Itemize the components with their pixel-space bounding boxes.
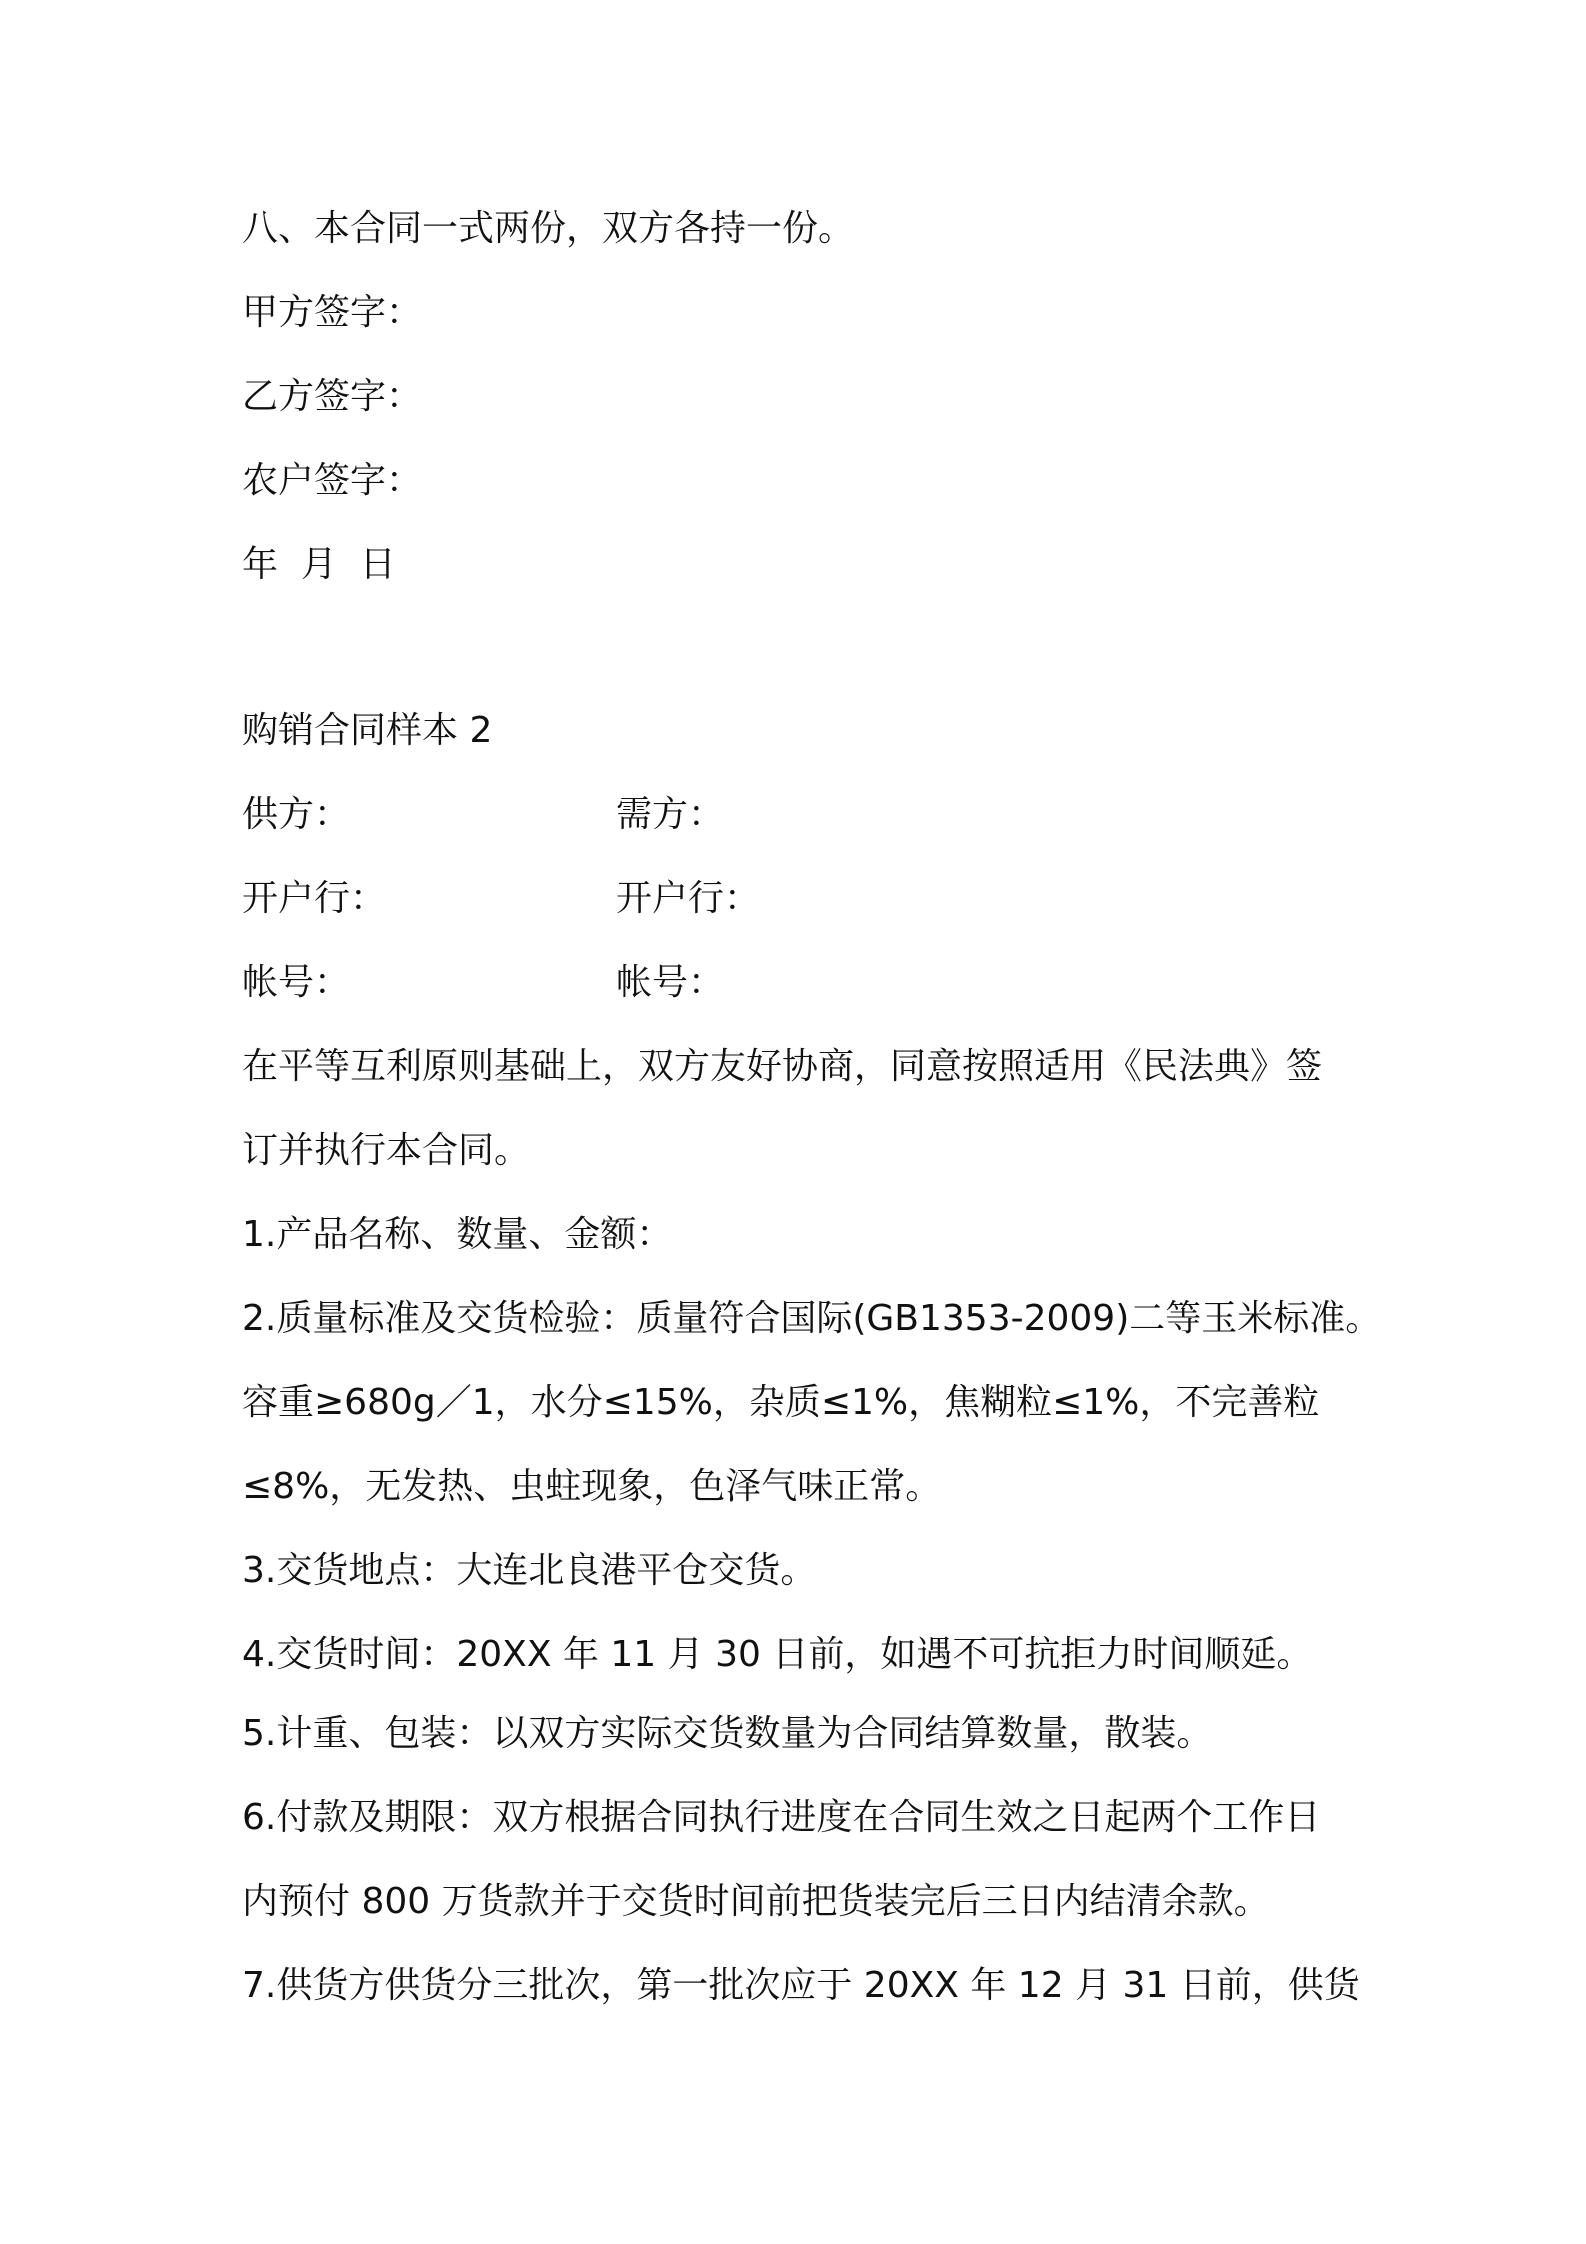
clause-8: 八、本合同一式两份，双方各持一份。 xyxy=(242,208,855,249)
item-3: 3.交货地点：大连北良港平仓交货。 xyxy=(242,1550,817,1591)
item-4: 4.交货时间：20XX 年 11 月 30 日前，如遇不可抗拒力时间顺延。 xyxy=(242,1634,1313,1675)
supplier-account-label: 帐号： xyxy=(242,962,351,1003)
item-1: 1.产品名称、数量、金额： xyxy=(242,1214,673,1255)
item-6-line-2: 内预付 800 万货款并于交货时间前把货装完后三日内结清余款。 xyxy=(242,1881,1270,1922)
item-2-line-3: ≤8%，无发热、虫蛀现象，色泽气味正常。 xyxy=(242,1466,942,1507)
item-2-line-1: 2.质量标准及交货检验：质量符合国际(GB1353-2009)二等玉米标准。 xyxy=(242,1298,1382,1339)
item-7-line-1: 7.供货方供货分三批次，第一批次应于 20XX 年 12 月 31 日前，供货 xyxy=(242,1965,1360,2006)
item-2-line-2: 容重≥680g／1，水分≤15%，杂质≤1%，焦糊粒≤1%，不完善粒 xyxy=(242,1382,1320,1423)
buyer-bank-label: 开户行： xyxy=(616,878,761,919)
party-a-signature-label: 甲方签字： xyxy=(242,292,423,333)
intro-line-1: 在平等互利原则基础上，双方友好协商，同意按照适用《民法典》签 xyxy=(242,1046,1323,1087)
supplier-label: 供方： xyxy=(242,794,351,835)
supplier-bank-label: 开户行： xyxy=(242,878,387,919)
intro-line-2: 订并执行本合同。 xyxy=(242,1130,531,1171)
date-line: 年 月 日 xyxy=(242,544,396,585)
item-6-line-1: 6.付款及期限：双方根据合同执行进度在合同生效之日起两个工作日 xyxy=(242,1797,1321,1838)
supplier-row xyxy=(242,791,725,839)
contract-title: 购销合同样本 2 xyxy=(242,710,493,751)
party-b-signature-label: 乙方签字： xyxy=(242,376,423,417)
account-row xyxy=(242,959,725,1007)
buyer-account-label: 帐号： xyxy=(616,962,725,1003)
item-5: 5.计重、包装：以双方实际交货数量为合同结算数量，散装。 xyxy=(242,1713,1213,1754)
buyer-label: 需方： xyxy=(616,794,725,835)
bank-row xyxy=(242,875,761,923)
farmer-signature-label: 农户签字： xyxy=(242,460,423,501)
